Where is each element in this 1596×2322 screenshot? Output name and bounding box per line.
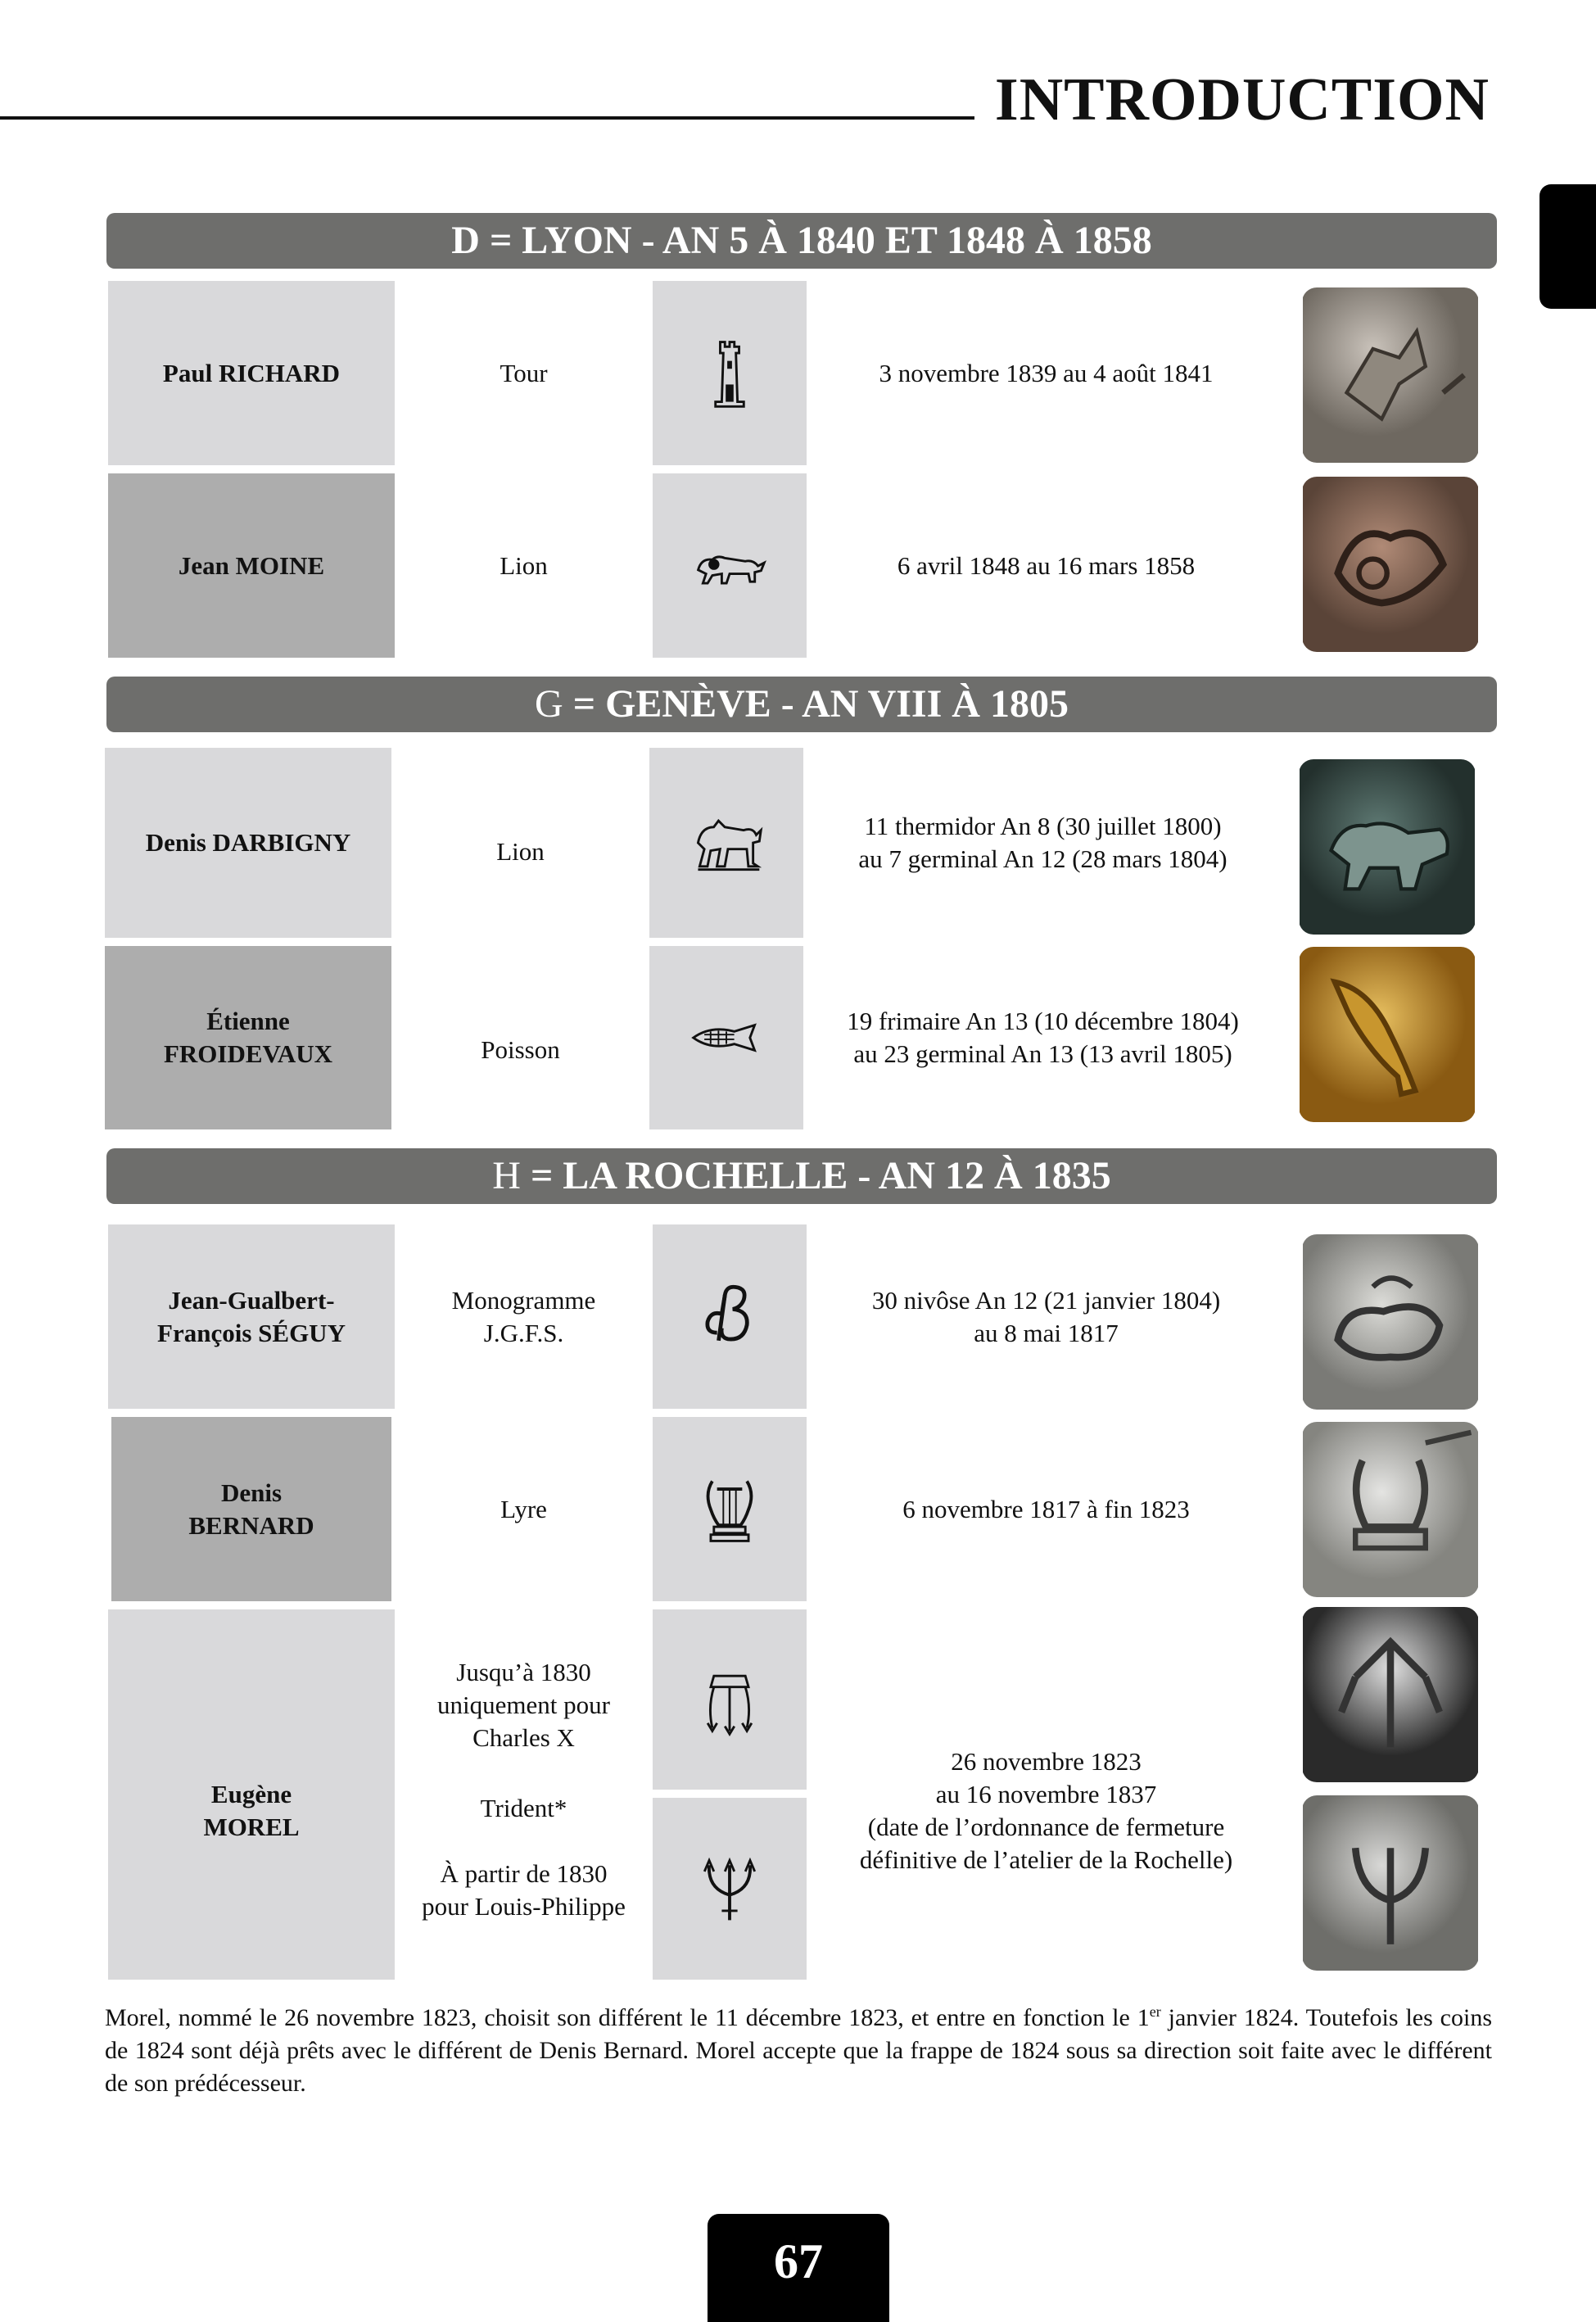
mark-label-line: Charles X bbox=[472, 1723, 575, 1752]
header-rule bbox=[0, 116, 974, 120]
date-start: 30 nivôse An 12 (21 janvier 1804) bbox=[871, 1285, 1221, 1315]
date-range bbox=[803, 748, 1282, 938]
coin-photo-lion bbox=[1302, 477, 1479, 652]
date-end: au 7 germinal An 12 (28 mars 1804) bbox=[858, 844, 1228, 873]
mark-label-line: À partir de 1830 bbox=[440, 1859, 608, 1888]
coin-photo-trident bbox=[1302, 1607, 1479, 1782]
mark-label-line: uniquement pour bbox=[437, 1691, 610, 1719]
coin-photo-tower bbox=[1302, 287, 1479, 463]
monogram-icon bbox=[653, 1224, 807, 1409]
date-note: définitive de l’atelier de la Rochelle) bbox=[859, 1845, 1233, 1874]
lion-icon bbox=[649, 748, 803, 938]
engraver-last-name: François SÉGUY bbox=[157, 1318, 346, 1347]
engraver-first-name: Jean-Gualbert- bbox=[168, 1285, 335, 1315]
date-range bbox=[803, 946, 1282, 1129]
engraver-first-name: Eugène bbox=[210, 1780, 292, 1808]
engraver-name bbox=[108, 1224, 395, 1409]
mark-label: Poisson bbox=[481, 1035, 560, 1064]
engraver-first-name: Étienne bbox=[206, 1007, 290, 1035]
date-end: au 8 mai 1817 bbox=[974, 1318, 1119, 1347]
coin-photo-monogram bbox=[1302, 1234, 1479, 1410]
date-range: 6 avril 1848 au 16 mars 1858 bbox=[897, 550, 1196, 580]
mark-label: Lion bbox=[496, 837, 545, 866]
mark-label-line: pour Louis-Philippe bbox=[422, 1892, 626, 1921]
engraver-name bbox=[108, 1609, 395, 1980]
engraver-first-name: Denis bbox=[220, 1478, 283, 1507]
fish-icon bbox=[649, 946, 803, 1129]
date-range: 6 novembre 1817 à fin 1823 bbox=[902, 1494, 1190, 1523]
chapter-tab-marker bbox=[1539, 184, 1596, 309]
engraver-last-name: MOREL bbox=[203, 1813, 300, 1841]
coin-photo-fish bbox=[1299, 947, 1476, 1122]
mark-label bbox=[395, 1224, 653, 1409]
date-note: (date de l’ordonnance de fermeture bbox=[867, 1813, 1225, 1841]
tower-icon bbox=[653, 281, 807, 465]
footnote-text: janvier 1824. Toutefois les coins de 1824 sont déjà prêts avec le différent de Denis Bernard. Morel accepte que la frappe de 1824 sous sa direction soit faite avec le différent de son prédécesseur. bbox=[105, 2004, 1492, 2097]
date-end: au 23 germinal An 13 (13 avril 1805) bbox=[853, 1039, 1232, 1068]
mark-label: Lion bbox=[500, 550, 548, 580]
engraver-last-name: BERNARD bbox=[188, 1510, 314, 1540]
engraver-name bbox=[111, 1417, 391, 1601]
mark-label-line: J.G.F.S. bbox=[483, 1318, 564, 1347]
mark-label: Tour bbox=[500, 358, 548, 387]
coin-photo-lion bbox=[1299, 759, 1476, 935]
engraver-name bbox=[105, 946, 391, 1129]
date-range bbox=[807, 1609, 1286, 1980]
coin-photo-lyre bbox=[1302, 1422, 1479, 1597]
superscript: er bbox=[1149, 2003, 1161, 2020]
date-range bbox=[807, 1224, 1286, 1409]
lion-icon bbox=[653, 473, 807, 658]
date-start: 19 frimaire An 13 (10 décembre 1804) bbox=[847, 1007, 1239, 1035]
page-number: 67 bbox=[708, 2214, 889, 2322]
mark-label-louis-philippe bbox=[395, 1858, 653, 1923]
mark-label-line: Jusqu’à 1830 bbox=[456, 1658, 591, 1686]
mark-label-line: Monogramme bbox=[451, 1285, 596, 1315]
mark-label-charles-x bbox=[395, 1656, 653, 1754]
section-header-la-rochelle: H = LA ROCHELLE - AN 12 À 1835 bbox=[106, 1148, 1497, 1204]
footnote-paragraph bbox=[105, 1995, 1492, 2100]
trident-icon bbox=[653, 1609, 807, 1790]
date-range: 3 novembre 1839 au 4 août 1841 bbox=[879, 358, 1214, 387]
trident-icon bbox=[653, 1798, 807, 1980]
engraver-name: Paul RICHARD bbox=[108, 281, 395, 465]
lyre-icon bbox=[653, 1417, 807, 1601]
coin-photo-trident bbox=[1302, 1795, 1479, 1971]
engraver-name: Jean MOINE bbox=[108, 473, 395, 658]
section-header-geneve: G = GENÈVE - AN VIII À 1805 bbox=[106, 677, 1497, 732]
engraver-name: Denis DARBIGNY bbox=[105, 748, 391, 938]
date-start: 11 thermidor An 8 (30 juillet 1800) bbox=[864, 812, 1222, 840]
date-end: au 16 novembre 1837 bbox=[935, 1780, 1157, 1808]
mark-label: Lyre bbox=[500, 1494, 547, 1523]
engraver-last-name: FROIDEVAUX bbox=[163, 1039, 333, 1068]
footnote-text: Morel, nommé le 26 novembre 1823, choisit son différent le 11 décembre 1823, et entre en fonction le 1 bbox=[105, 2004, 1150, 2031]
page-title: INTRODUCTION bbox=[994, 66, 1490, 134]
mark-label-trident: Trident* bbox=[480, 1794, 567, 1822]
date-start: 26 novembre 1823 bbox=[951, 1747, 1142, 1776]
section-header-lyon: D = LYON - AN 5 À 1840 ET 1848 À 1858 bbox=[106, 213, 1497, 269]
